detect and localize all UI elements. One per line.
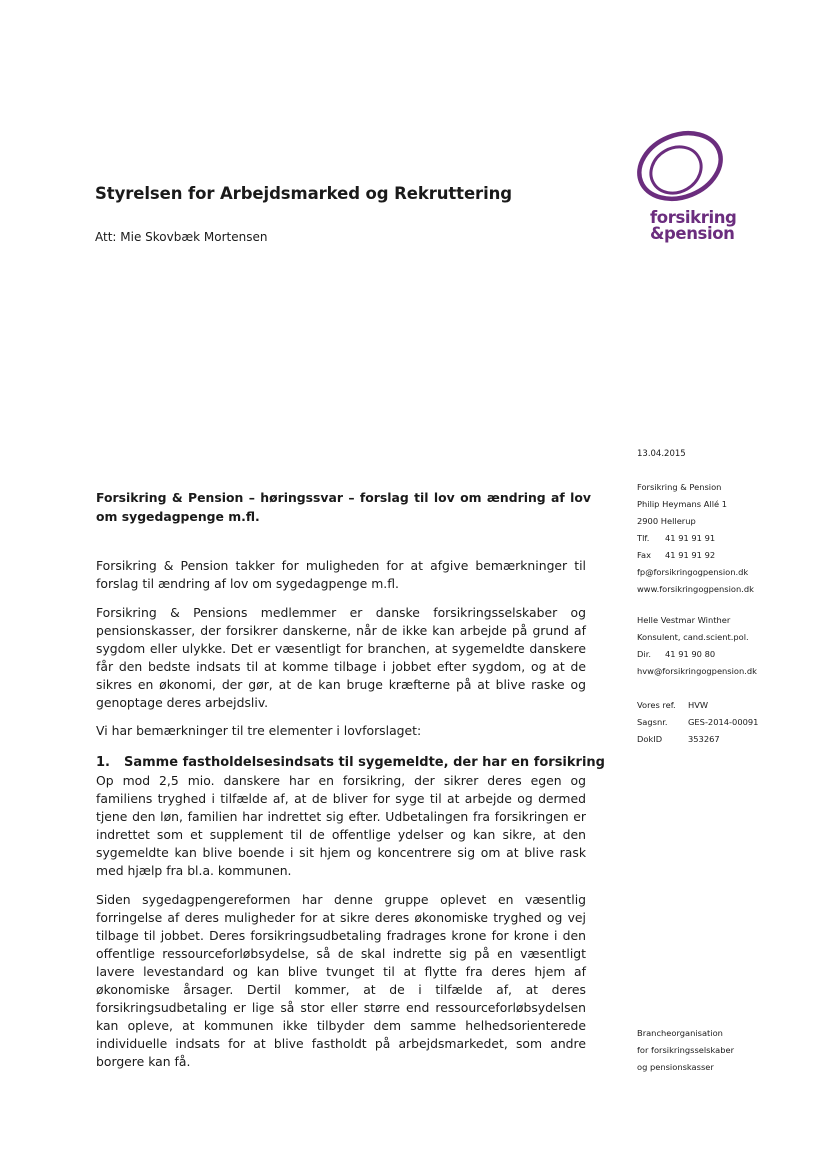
- paragraph-4: Op mod 2,5 mio. danskere har en forsikring, der sikrer deres egen og familiens tryghed i tilfælde af, at de bliver for syge til at arbejde og dermed tjene den løn, familien har indrettet sig efter. Udbetalingen fra forsikringen er indrettet som et supplement til de offentlige ydelser og kan sikre, at den sygemeldte kan blive boende i sit hjem og koncentrere sig om at blive rask med hjælp fra bl.a. kommunen.: [96, 773, 586, 878]
- sender-city: 2900 Hellerup: [637, 516, 696, 526]
- sender-email[interactable]: fp@forsikringogpension.dk: [637, 567, 749, 577]
- logo-line2: &pension: [650, 224, 735, 243]
- contact-name: Helle Vestmar Winther: [637, 615, 731, 625]
- footer-line2: for forsikringsselskaber: [637, 1045, 735, 1055]
- sender-info: [637, 479, 754, 598]
- footer-line1: Brancheorganisation: [637, 1028, 723, 1038]
- section-number: 1.: [96, 755, 110, 770]
- fax-value: 41 91 91 92: [665, 550, 716, 560]
- dok-label: DokID: [637, 734, 663, 744]
- contact-email[interactable]: hvw@forsikringogpension.dk: [637, 666, 757, 676]
- sag-value: GES-2014-00091: [688, 717, 759, 727]
- paragraph-1: Forsikring & Pension takker for muligheden for at afgive bemærkninger til forslag til ændring af lov om sygedagpenge m.fl.: [96, 558, 586, 591]
- dir-label: Dir.: [637, 649, 651, 659]
- paragraph-2: Forsikring & Pensions medlemmer er danske forsikringsselskaber og pensionskasser, der forsikrer danskerne, når de ikke kan arbejde på grund af sygdom eller ulykke. Det er væsentligt for branchen, at sygemeldte danskere får den bedste indsats til at komme tilbage i jobbet efter sygdom, og at de sikres en økonomi, der gør, at de kan bruge kræfterne på at blive raske og genoptage deres arbejdsliv.: [96, 605, 586, 710]
- tlf-value: 41 91 91 91: [665, 533, 716, 543]
- company-logo: [630, 130, 740, 248]
- contact-title: Konsulent, cand.scient.pol.: [637, 632, 749, 642]
- footer-line3: og pensionskasser: [637, 1062, 714, 1072]
- tlf-label: Tlf.: [637, 533, 650, 543]
- ref-value: HVW: [688, 700, 709, 710]
- paragraph-3: Vi har bemærkninger til tre elementer i lovforslaget:: [96, 723, 422, 738]
- section-title: Samme fastholdelsesindsats til sygemeldte, der har en forsikring: [124, 755, 605, 770]
- letter-date: 13.04.2015: [637, 449, 686, 459]
- logo-swirl-icon: [634, 130, 730, 204]
- dok-value: 353267: [688, 734, 720, 744]
- ref-label: Vores ref.: [637, 700, 676, 710]
- sag-label: Sagsnr.: [637, 717, 668, 727]
- recipient-att: Att: Mie Skovbæk Mortensen: [95, 230, 268, 244]
- sender-web[interactable]: www.forsikringogpension.dk: [637, 584, 754, 594]
- contact-info: [637, 612, 757, 680]
- footer-tagline: [637, 1025, 734, 1076]
- reference-info: [637, 697, 758, 748]
- dir-value: 41 91 90 80: [665, 649, 716, 659]
- paragraph-5: Siden sygedagpengereformen har denne gruppe oplevet en væsentlig forringelse af deres muligheder for at sikre deres økonomiske tryghed og vej tilbage til jobbet. Deres forsikringsudbetaling fradrages krone for krone i den offentlige ressourceforløbsydelse, så de skal indrette sig på en væsentligt lavere levestandard og kan blive tvunget til at flytte fra deres hjem af økonomiske årsager. Dertil kommer, at de i tilfælde af, at deres forsikringsudbetaling er lige så stor eller større end ressourceforløbsydelsen kan opleve, at kommunen ikke tilbyder dem samme helhedsorienterede individuelle indsats for at blive fastholdt på arbejdsmarkedet, som andre borgere kan få.: [96, 892, 586, 1069]
- letter-subject: Forsikring & Pension – høringssvar – forslag til lov om ændring af lov om sygedagpenge m.fl.: [96, 490, 591, 524]
- recipient-name: Styrelsen for Arbejdsmarked og Rekruttering: [95, 184, 513, 203]
- fax-label: Fax: [637, 550, 652, 560]
- section-heading-1: [96, 755, 605, 770]
- sender-org: Forsikring & Pension: [637, 482, 722, 492]
- sender-address: Philip Heymans Allé 1: [637, 499, 728, 509]
- logo-line1: forsikring: [650, 208, 737, 227]
